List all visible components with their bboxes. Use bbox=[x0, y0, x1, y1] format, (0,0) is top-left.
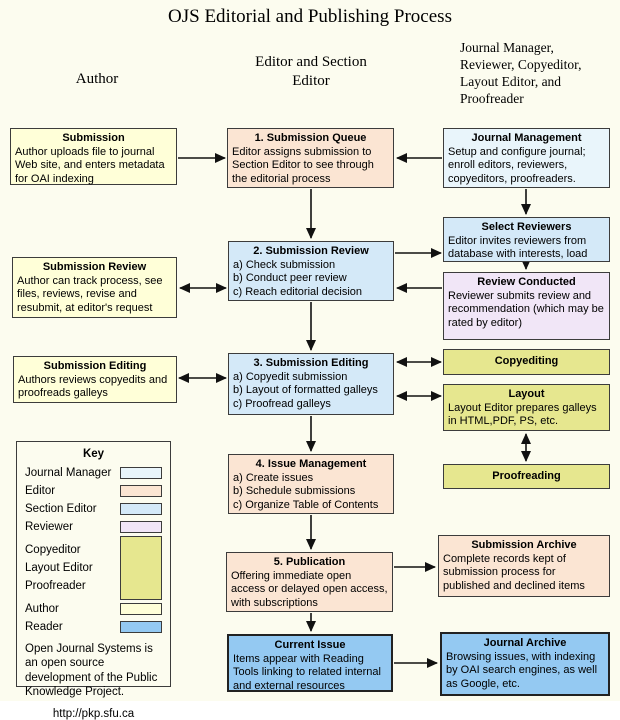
legend-label: Section Editor bbox=[25, 503, 97, 515]
box-body: Layout Editor prepares galleys in HTML,PDF, PS, etc. bbox=[448, 402, 597, 428]
box-body: Browsing issues, with indexing by OAI search engines, as well as Google, etc. bbox=[446, 651, 598, 690]
legend-key bbox=[16, 441, 171, 720]
legend-row-section-editor bbox=[25, 500, 162, 518]
box-title: Journal Archive bbox=[483, 637, 567, 649]
box-journal-management bbox=[443, 128, 610, 188]
box-title: Layout bbox=[508, 388, 545, 400]
legend-row-copyeditor-group bbox=[25, 536, 162, 600]
box-proofreading bbox=[443, 464, 610, 489]
box-body: Items appear with Reading Tools linking to related internal and external resources bbox=[233, 653, 381, 692]
box-body: Authors reviews copyedits and proofreads galleys bbox=[18, 374, 168, 400]
box-body: Reviewer submits review and recommendation (which may be rated by editor) bbox=[448, 290, 604, 329]
box-publication bbox=[226, 552, 393, 612]
legend-label: Layout Editor bbox=[25, 562, 93, 574]
box-body: Offering immediate open access or delayed open access, with subscriptions bbox=[231, 570, 388, 609]
box-select-reviewers bbox=[443, 217, 610, 262]
box-body: Complete records kept of submission process for published and declined items bbox=[443, 553, 585, 592]
box-title: Submission Review bbox=[42, 261, 147, 273]
legend-swatch-author bbox=[120, 603, 162, 615]
legend-label: Journal Manager bbox=[25, 467, 112, 479]
box-copyediting bbox=[443, 349, 610, 375]
legend-swatch-section-editor bbox=[120, 503, 162, 515]
box-submission-review bbox=[228, 241, 394, 301]
box-body: Setup and configure journal; enroll editors, reviewers, copyeditors, proofreaders. bbox=[448, 146, 586, 185]
box-body: Author uploads file to journal Web site, and enters metadata for OAI indexing bbox=[15, 146, 165, 185]
box-submission-editing bbox=[228, 353, 394, 415]
box-list-item: c) Organize Table of Contents bbox=[233, 498, 379, 511]
box-submission-queue bbox=[227, 128, 394, 188]
legend-label: Reviewer bbox=[25, 521, 73, 533]
box-submission-archive bbox=[438, 535, 610, 597]
legend-label: Proofreader bbox=[25, 580, 86, 592]
box-title: Submission bbox=[62, 132, 125, 144]
legend-label: Reader bbox=[25, 621, 63, 633]
legend-row-reader bbox=[25, 618, 162, 636]
legend-row-reviewer bbox=[25, 518, 162, 536]
box-body: Editor assigns submission to Section Editor to see through the editorial process bbox=[232, 146, 374, 185]
box-title: Journal Management bbox=[471, 132, 582, 144]
box-list-item: c) Proofread galleys bbox=[233, 397, 331, 410]
box-list-item: b) Schedule submissions bbox=[233, 485, 356, 498]
box-title: 2. Submission Review bbox=[253, 245, 369, 257]
box-list-item: c) Reach editorial decision bbox=[233, 285, 363, 298]
legend-label: Author bbox=[25, 603, 59, 615]
legend-row-author bbox=[25, 600, 162, 618]
box-title: 1. Submission Queue bbox=[254, 132, 367, 144]
box-title: Current Issue bbox=[274, 639, 346, 651]
box-review-conducted bbox=[443, 272, 610, 340]
column-header-author: Author bbox=[75, 71, 119, 87]
box-title: 5. Publication bbox=[273, 556, 346, 568]
legend-swatch-journal-manager bbox=[120, 467, 162, 479]
column-header-editor: Editor and Section Editor bbox=[255, 54, 367, 89]
legend-url: http://pkp.sfu.ca bbox=[52, 707, 135, 720]
box-title: 4. Issue Management bbox=[255, 458, 367, 470]
box-list-item: b) Conduct peer review bbox=[233, 272, 347, 285]
legend-swatch-reader bbox=[120, 621, 162, 633]
box-list-item: a) Check submission bbox=[233, 259, 336, 272]
box-issue-management bbox=[228, 454, 394, 514]
box-title: Proofreading bbox=[492, 469, 561, 482]
box-submission bbox=[10, 128, 177, 185]
box-title: Submission Archive bbox=[471, 539, 577, 551]
legend-swatch-copyeditor-group bbox=[120, 536, 162, 600]
box-submission-review-author bbox=[12, 257, 177, 318]
legend-row-editor bbox=[25, 482, 162, 500]
legend-row-journal-manager bbox=[25, 464, 162, 482]
box-body: Author can track process, see files, reviews, revise and resubmit, at editor's request bbox=[17, 275, 163, 314]
box-title: 3. Submission Editing bbox=[253, 357, 369, 369]
box-list-item: b) Layout of formatted galleys bbox=[233, 384, 378, 397]
legend-title: Key bbox=[82, 448, 105, 460]
legend-swatch-editor bbox=[120, 485, 162, 497]
legend-swatch-reviewer bbox=[120, 521, 162, 533]
box-list-item: a) Create issues bbox=[233, 472, 314, 485]
box-title: Review Conducted bbox=[477, 276, 576, 288]
legend-label: Editor bbox=[25, 485, 56, 497]
box-current-issue bbox=[227, 634, 393, 692]
page-title: OJS Editorial and Publishing Process bbox=[168, 6, 452, 27]
column-header-managers: Journal Manager, Reviewer, Copyeditor, Layout Editor, and Proofreader bbox=[460, 40, 582, 106]
box-list-item: a) Copyedit submission bbox=[233, 371, 348, 384]
box-journal-archive bbox=[440, 632, 610, 696]
box-layout bbox=[443, 384, 610, 431]
legend-label: Copyeditor bbox=[25, 544, 81, 556]
box-title: Select Reviewers bbox=[481, 221, 572, 233]
legend-note: Open Journal Systems is an open source development of the Public Knowledge Project. bbox=[25, 643, 158, 699]
box-body: Editor invites reviewers from database with interests, load bbox=[448, 235, 588, 261]
box-submission-editing-author bbox=[13, 356, 177, 403]
box-title: Submission Editing bbox=[43, 360, 147, 372]
box-title: Copyediting bbox=[494, 355, 559, 368]
